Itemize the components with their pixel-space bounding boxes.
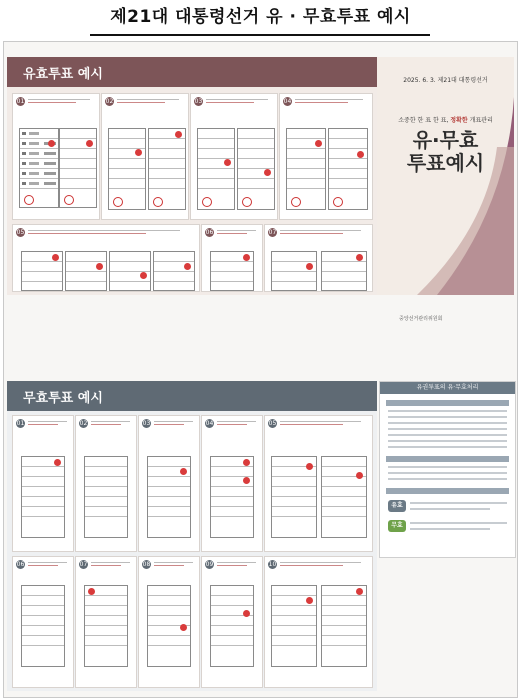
panel-number: 06 (205, 229, 214, 236)
invalid-example-panel (75, 556, 137, 688)
invalid-badge: 무효 (388, 520, 406, 532)
panel-number: 05 (16, 229, 25, 236)
cover-subtitle: 소중한 한 표 한 표, 정확한 개표관리 (398, 117, 493, 124)
panel-caption (280, 418, 370, 429)
valid-example-panel (12, 93, 100, 220)
valid-section-title: 유효투표 예시 (23, 67, 103, 82)
ballot-image (19, 128, 59, 208)
ballot-image (21, 456, 65, 538)
ballot-image (147, 585, 191, 667)
invalid-section-title: 무효투표 예시 (23, 391, 103, 406)
cover-title-line2: 투표예시 (406, 151, 485, 175)
cover-organization: 중앙선거관리위원회 (399, 316, 443, 322)
ballot-image (147, 456, 191, 538)
ballot-image (59, 128, 97, 208)
panel-number: 01 (16, 98, 25, 105)
ballot-image (108, 128, 146, 210)
ballot-image (271, 456, 317, 538)
panel-caption (280, 227, 370, 238)
panel-caption (91, 418, 134, 429)
panel-number: 07 (79, 561, 88, 568)
invalid-example-panel (264, 415, 373, 552)
ballot-image (321, 585, 367, 667)
panel-caption (117, 96, 186, 107)
panel-caption (280, 559, 370, 570)
invalid-example-panel (138, 415, 200, 552)
panel-caption (206, 96, 275, 107)
cover-arc-graphic (377, 57, 514, 295)
panel-number: 08 (142, 561, 151, 568)
ballot-image (109, 251, 151, 291)
rules-box-title: 유권투표의 유·무효처리 (380, 382, 515, 394)
panel-number: 02 (105, 98, 114, 105)
cover-date: 2025. 6. 3. 제21대 대통령선거 (403, 77, 488, 84)
ballot-image (271, 251, 317, 291)
ballot-image (321, 456, 367, 538)
panel-caption (217, 227, 260, 238)
ballot-image (237, 128, 275, 210)
rules-subheading-bar (386, 400, 509, 406)
ballot-image (65, 251, 107, 291)
panel-caption (295, 96, 370, 107)
panel-caption (154, 418, 197, 429)
ballot-image (84, 456, 128, 538)
panel-number: 03 (194, 98, 203, 105)
valid-example-panel (12, 224, 200, 292)
ballot-image (210, 251, 254, 291)
invalid-section-body (7, 411, 377, 691)
invalid-example-panel (12, 415, 74, 552)
ballot-image (21, 585, 65, 667)
invalid-section-header (7, 381, 377, 411)
panel-caption (217, 559, 260, 570)
panel-number: 09 (205, 561, 214, 568)
panel-caption (28, 227, 197, 238)
valid-example-panel (190, 93, 278, 220)
valid-section-body (7, 87, 377, 295)
ballot-image (321, 251, 367, 291)
panel-number: 10 (268, 561, 277, 568)
panel-caption (28, 418, 71, 429)
panel-number: 04 (283, 98, 292, 105)
panel-caption (28, 559, 71, 570)
valid-example-panel (279, 93, 373, 220)
ballot-image (210, 456, 254, 538)
cover-panel (377, 57, 514, 322)
panel-caption (154, 559, 197, 570)
valid-example-panel (264, 224, 373, 292)
invalid-example-panel (264, 556, 373, 688)
valid-example-panel (201, 224, 263, 292)
page-title: 제21대 대통령선거 유 · 무효투표 예시 (110, 7, 411, 27)
panel-caption (28, 96, 97, 107)
panel-number: 06 (16, 561, 25, 568)
ballot-image (197, 128, 235, 210)
ballot-image (210, 585, 254, 667)
invalid-example-panel (201, 556, 263, 688)
title-underline (90, 34, 430, 36)
rules-subheading-bar (386, 456, 509, 462)
ballot-image (271, 585, 317, 667)
ballot-image (148, 128, 186, 210)
invalid-example-panel (201, 415, 263, 552)
rules-box (379, 381, 516, 558)
valid-badge: 유효 (388, 500, 406, 512)
cover-title-line1: 유·무효 (412, 128, 479, 152)
rules-subheading-bar (386, 488, 509, 494)
valid-section-header (7, 57, 377, 87)
panel-caption (217, 418, 260, 429)
panel-number: 03 (142, 420, 151, 427)
panel-number: 02 (79, 420, 88, 427)
panel-number: 01 (16, 420, 25, 427)
invalid-example-panel (75, 415, 137, 552)
panel-number: 05 (268, 420, 277, 427)
ballot-image (21, 251, 63, 291)
valid-example-panel (101, 93, 189, 220)
panel-caption (91, 559, 134, 570)
panel-number: 07 (268, 229, 277, 236)
panel-number: 04 (205, 420, 214, 427)
invalid-example-panel (12, 556, 74, 688)
ballot-image (328, 128, 368, 210)
ballot-image (153, 251, 195, 291)
ballot-image (84, 585, 128, 667)
invalid-example-panel (138, 556, 200, 688)
ballot-image (286, 128, 326, 210)
